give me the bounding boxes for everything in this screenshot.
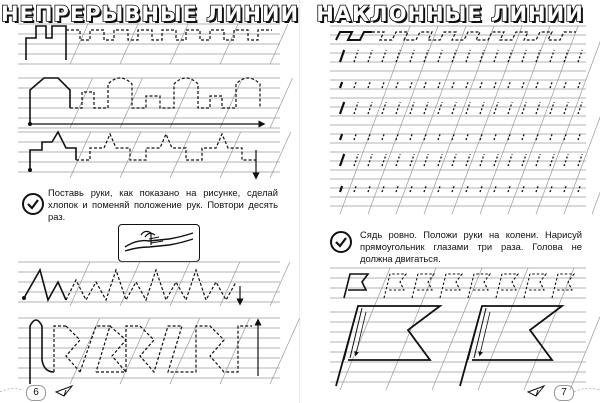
big-flag-trace xyxy=(460,306,562,386)
ruled-guide-lines xyxy=(18,24,586,382)
page-number-right: 7 xyxy=(554,385,574,401)
right-stroke-row-1 xyxy=(336,32,576,40)
zigzag-tower-row xyxy=(28,132,256,176)
slant-guide-lines xyxy=(70,24,600,390)
left-instruction: Поставь руки, как показано на рисунке, сделай хлопок и поменяй положение рук. Повтори десять раз. xyxy=(48,187,278,222)
big-flag-solid xyxy=(336,306,440,386)
right-instruction: Сядь ровно. Положи руки на колени. Нарисуй прямоугольник глазами три раза. Голова не должна двигаться. xyxy=(360,229,582,264)
left-page-title: НЕПРЕРЫВНЫЕ ЛИНИИ xyxy=(0,2,300,26)
small-flag-row xyxy=(344,274,574,298)
paper-plane-icon xyxy=(0,386,72,396)
house-wave-row xyxy=(28,78,262,126)
paper-plane-icon xyxy=(528,386,600,396)
loop-wave-row xyxy=(30,320,258,384)
page-number-left: 6 xyxy=(26,385,46,401)
peak-wave-row xyxy=(22,270,240,302)
right-page-title: НАКЛОННЫЕ ЛИНИИ xyxy=(316,2,584,26)
